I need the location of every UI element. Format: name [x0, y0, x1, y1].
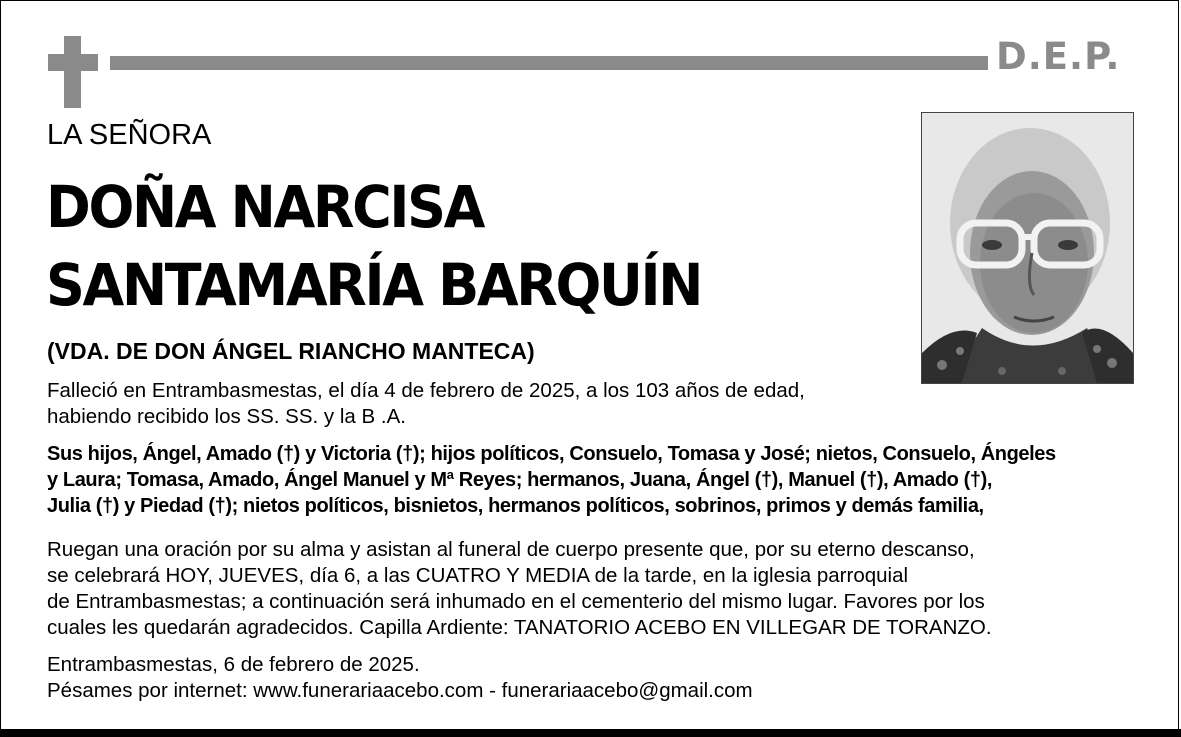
portrait-illustration — [922, 113, 1133, 383]
death-paragraph: Falleció en Entrambasmestas, el día 4 de febrero de 2025, a los 103 años de edad, habiendo recibido los SS. SS. y la B .A. — [47, 379, 805, 428]
deceased-name — [46, 168, 701, 324]
honorific: LA SEÑORA — [47, 119, 212, 151]
cross-icon — [64, 36, 81, 108]
funeral-paragraph: Ruegan una oración por su alma y asistan al funeral de cuerpo presente que, por su eterno descanso, se celebrará HOY, JUEVES, día 6, a las CUATRO Y MEDIA de la tarde, en la iglesia parroquial de Entrambasmestas; a continuación será inhumado en el cementerio del mismo lugar. Favores por los cuales les quedarán agradecidos. Capilla Ardiente: TANATORIO ACEBO EN VILLEGAR DE TORANZO. — [47, 538, 992, 639]
dep-label: D.E.P. — [996, 35, 1121, 78]
portrait-photo — [921, 112, 1134, 384]
date-line: Entrambasmestas, 6 de febrero de 2025. — [47, 653, 420, 676]
cross-icon-arm — [48, 54, 98, 71]
bottom-border — [0, 729, 1181, 737]
widow-of: (VDA. DE DON ÁNGEL RIANCHO MANTECA) — [47, 338, 535, 364]
family-paragraph: Sus hijos, Ángel, Amado (†) y Victoria (†); hijos políticos, Consuelo, Tomasa y José; nietos, Consuelo, Ángeles y Laura; Tomasa, Amado, Ángel Manuel y Mª Reyes; hermanos, Juana, Ángel (†), Manuel (†), Amado (†), Julia (†) y Piedad (†); nietos políticos, bisnietos, hermanos políticos, sobrinos, primos y demás familia, — [47, 443, 1056, 517]
name-line-1: DOÑA NARCISA — [46, 173, 484, 241]
condolences-web-line: Pésames por internet: www.funerariaacebo.com - funerariaacebo@gmail.com — [47, 679, 753, 702]
header-rule — [110, 56, 988, 70]
name-line-2: SANTAMARÍA BARQUÍN — [46, 251, 702, 319]
